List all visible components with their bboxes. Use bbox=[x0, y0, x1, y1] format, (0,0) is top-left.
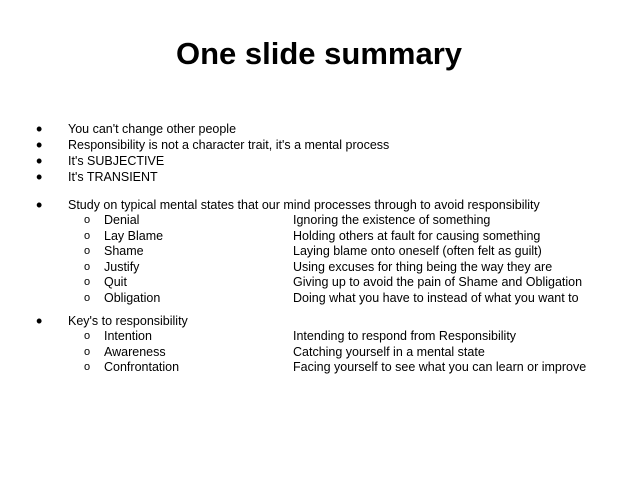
bullet-item bbox=[0, 153, 638, 169]
sub-term: Intention bbox=[104, 329, 152, 343]
sub-item bbox=[0, 213, 638, 229]
sub-desc: Giving up to avoid the pain of Shame and Obligation bbox=[293, 275, 583, 289]
bullet-dot: • bbox=[36, 119, 43, 139]
bullet-dot: • bbox=[36, 195, 43, 215]
sub-desc: Using excuses for thing being the way they are bbox=[293, 259, 553, 274]
sub-term: Justify bbox=[104, 259, 140, 274]
bullet-dot: • bbox=[36, 311, 43, 331]
sub-marker: o bbox=[84, 229, 91, 242]
sub-term: Confrontation bbox=[104, 360, 180, 374]
sub-item bbox=[0, 329, 638, 345]
sub-term: Denial bbox=[104, 213, 140, 227]
bullet-dot: • bbox=[36, 135, 43, 155]
bullet-item bbox=[0, 137, 638, 153]
sub-item bbox=[0, 260, 638, 276]
bullet-text: It's SUBJECTIVE bbox=[68, 154, 165, 168]
sub-item bbox=[0, 291, 638, 307]
sub-marker: o bbox=[84, 276, 91, 288]
sub-term: Quit bbox=[104, 275, 127, 289]
keys-sublist bbox=[0, 329, 638, 376]
sub-desc: Facing yourself to see what you can learn or improve bbox=[293, 360, 587, 374]
sub-desc: Intending to respond from Responsibility bbox=[293, 329, 517, 343]
sub-term: Obligation bbox=[104, 290, 161, 305]
sub-term: Shame bbox=[104, 244, 144, 258]
study-sublist bbox=[0, 213, 638, 306]
sub-item bbox=[0, 275, 638, 291]
sub-marker: o bbox=[84, 245, 91, 257]
bullet-list-study bbox=[0, 197, 638, 306]
sub-marker: o bbox=[84, 345, 91, 358]
sub-marker: o bbox=[84, 361, 91, 373]
sub-marker: o bbox=[84, 214, 91, 226]
bullet-item bbox=[0, 169, 638, 185]
bullet-list-top bbox=[0, 121, 638, 185]
bullet-dot: • bbox=[36, 151, 43, 171]
sub-desc: Doing what you have to instead of what you want to bbox=[293, 290, 579, 305]
bullet-text: You can't change other people bbox=[68, 122, 237, 136]
sub-desc: Ignoring the existence of something bbox=[293, 213, 491, 227]
sub-term: Lay Blame bbox=[104, 228, 164, 243]
bullet-dot: • bbox=[36, 167, 43, 187]
sub-marker: o bbox=[84, 330, 91, 342]
bullet-item-keys-heading bbox=[0, 313, 638, 329]
bullet-text: Key's to responsibility bbox=[68, 314, 188, 328]
bullet-text: It's TRANSIENT bbox=[68, 170, 158, 184]
sub-term: Awareness bbox=[104, 344, 166, 359]
sub-item bbox=[0, 229, 638, 245]
bullet-list-keys bbox=[0, 313, 638, 376]
sub-marker: o bbox=[84, 291, 91, 304]
sub-desc: Catching yourself in a mental state bbox=[293, 344, 485, 359]
sub-item bbox=[0, 360, 638, 376]
sub-desc: Holding others at fault for causing something bbox=[293, 228, 541, 243]
sub-item bbox=[0, 244, 638, 260]
slide-title: One slide summary bbox=[175, 36, 462, 71]
sub-marker: o bbox=[84, 260, 91, 273]
bullet-text: Responsibility is not a character trait, it's a mental process bbox=[68, 138, 390, 152]
bullet-item bbox=[0, 121, 638, 137]
sub-desc: Laying blame onto oneself (often felt as guilt) bbox=[293, 244, 542, 258]
bullet-item-study-heading bbox=[0, 197, 638, 213]
bullet-text: Study on typical mental states that our mind processes through to avoid responsibility bbox=[68, 198, 540, 212]
sub-item bbox=[0, 345, 638, 361]
